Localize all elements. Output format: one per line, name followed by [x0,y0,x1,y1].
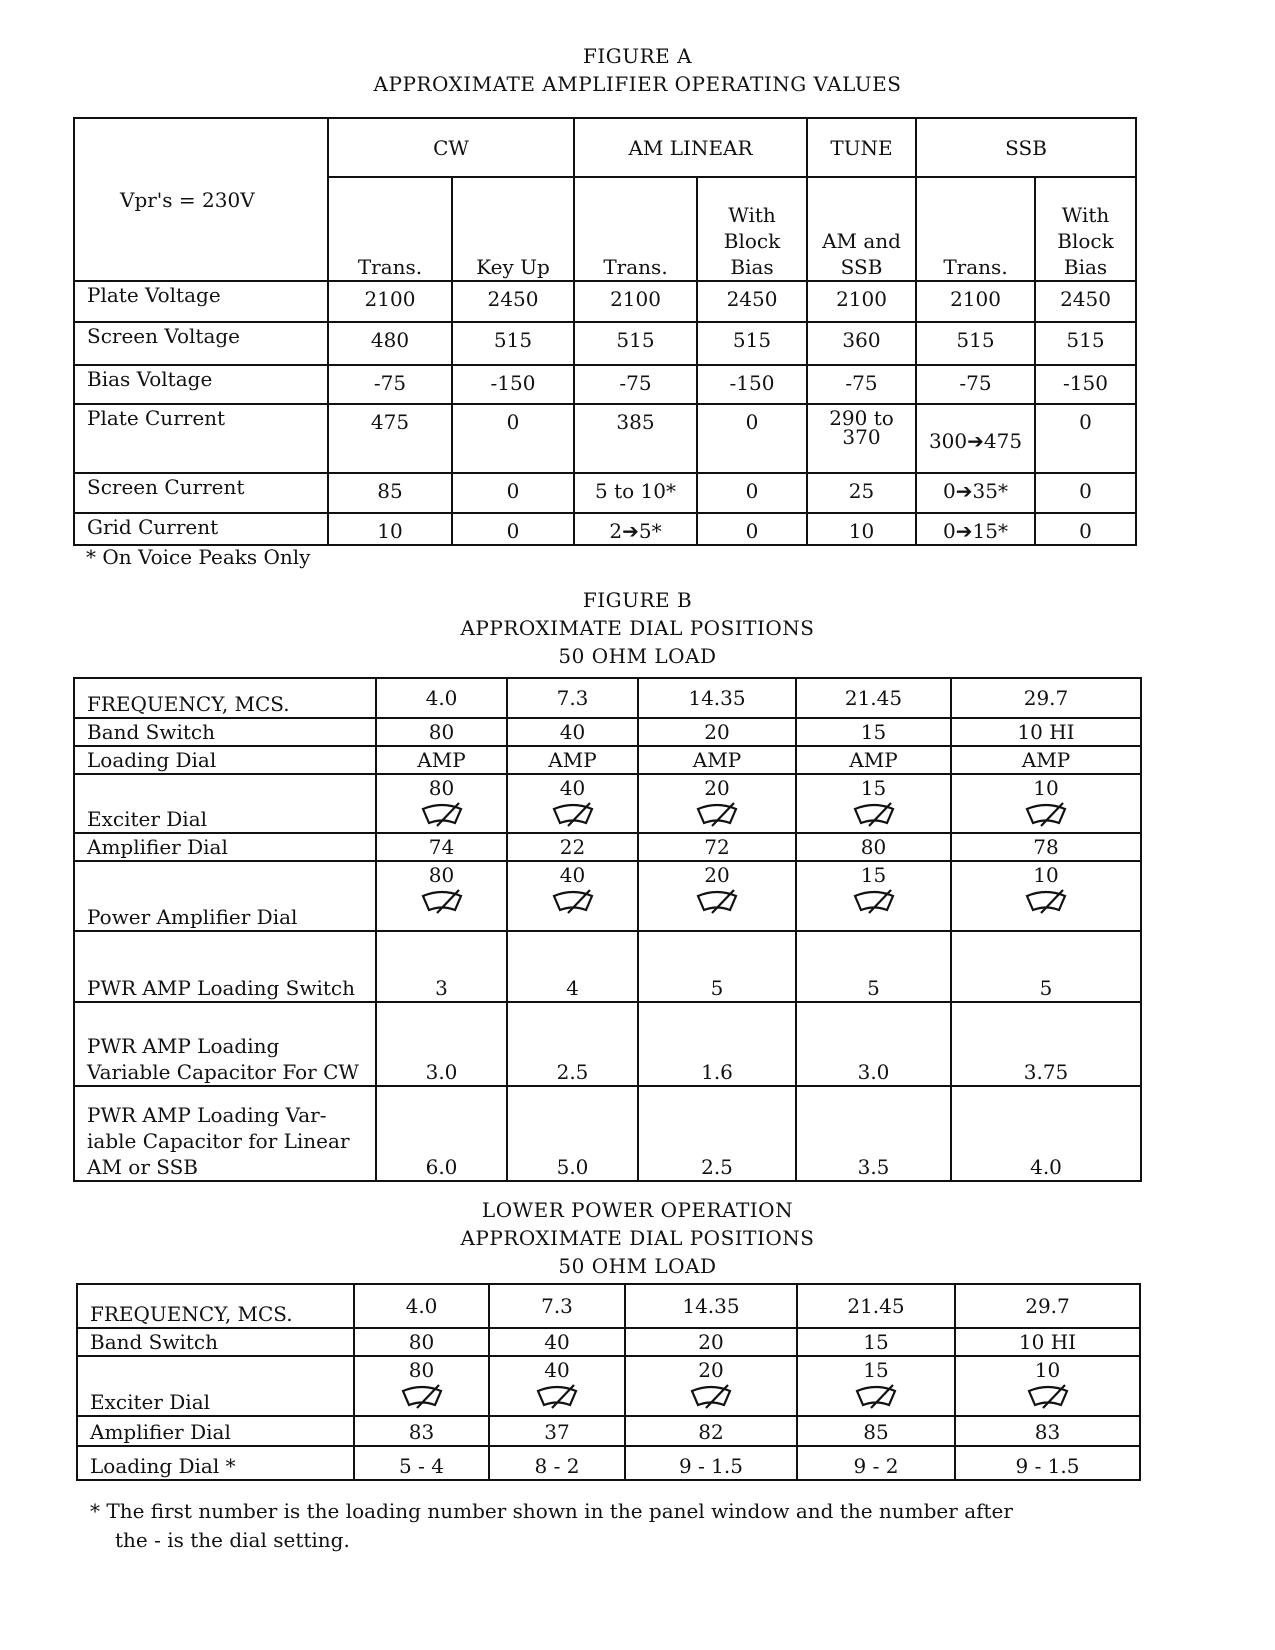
dial-value: 15 [860,776,887,800]
row-label: Exciter Dial [77,1356,354,1416]
cell-value [625,1356,797,1416]
cell-value: 480 [328,322,452,365]
row-label: Plate Current [74,404,328,473]
dial-value: 20 [704,863,730,887]
cell-value: 22 [507,833,638,861]
dial-icon [851,888,897,914]
cell-value: -150 [452,365,574,404]
cell-value: 2450 [697,281,807,322]
cell-value [796,774,951,833]
cell-value [376,861,507,931]
cell-value: 5 to 10* [574,473,697,513]
table-row [74,774,1141,833]
cell-value: 72 [638,833,796,861]
cell-value: 0➔35* [916,473,1035,513]
cell-value [955,1356,1140,1416]
dial-icon [550,801,596,827]
cell-value: 85 [797,1416,955,1446]
figure-b-load: 50 OHM LOAD [558,644,717,668]
dial-value: 80 [408,1358,435,1382]
figure-a-footnote: * On Voice Peaks Only [86,545,311,569]
lower-power-table [76,1283,1141,1481]
dial-value: 40 [559,776,586,800]
row-label: FREQUENCY, MCS. [74,678,376,718]
dial-icon [534,1383,580,1409]
table-row [74,718,1141,746]
row-label: FREQUENCY, MCS. [77,1284,354,1328]
cell-value: 80 [376,718,507,746]
cell-value: 4.0 [376,678,507,718]
table-row [74,365,1136,404]
cell-value: 2.5 [638,1086,796,1181]
cell-value: -150 [697,365,807,404]
dial-icon [1023,801,1069,827]
cell-value: AMP [796,746,951,774]
corner-label: Vpr's = 230V [74,118,328,281]
cell-value: 515 [452,322,574,365]
dial-value: 20 [698,1358,724,1382]
cell-value: 15 [796,718,951,746]
figure-c-load: 50 OHM LOAD [558,1254,717,1278]
dial-positions-table [73,677,1142,1182]
cell-value: 29.7 [951,678,1141,718]
cell-value: -75 [807,365,916,404]
group-header: TUNE [807,118,916,177]
row-label: Screen Voltage [74,322,328,365]
cell-value: -75 [328,365,452,404]
dial-icon [399,1383,445,1409]
table-row [74,1086,1141,1181]
cell-value: 0 [452,513,574,545]
cell-value: 360 [807,322,916,365]
cell-value: 37 [489,1416,625,1446]
group-header: CW [328,118,574,177]
cell-value: 2450 [1035,281,1136,322]
cell-value: 290 to 370 [807,404,916,473]
cell-value [354,1356,489,1416]
row-label: Grid Current [74,513,328,545]
table-row [74,746,1141,774]
figure-b-title: FIGURE B [582,588,693,612]
cell-value [489,1356,625,1416]
dial-icon [1025,1383,1071,1409]
row-label: PWR AMP Loading Var-iable Capacitor for Linear AM or SSB [74,1086,376,1181]
cell-value: 40 [489,1328,625,1356]
cell-value: 40 [507,718,638,746]
table-row [74,833,1141,861]
cell-value: AMP [507,746,638,774]
dial-icon [688,1383,734,1409]
cell-value: 4.0 [354,1284,489,1328]
cell-value: 0 [1035,513,1136,545]
group-header: AM LINEAR [574,118,807,177]
dial-icon [694,888,740,914]
cell-value: 10 HI [955,1328,1140,1356]
cell-value: 9 - 2 [797,1446,955,1480]
row-label: PWR AMP Loading Switch [74,931,376,1002]
cell-value: 2100 [807,281,916,322]
column-subheader: Key Up [452,177,574,281]
figure-c-footnote: * The first number is the loading number shown in the panel window and the number after [90,1499,1013,1523]
table-row [74,861,1141,931]
cell-value: 2100 [916,281,1035,322]
dial-value: 15 [860,863,887,887]
table-row [74,513,1136,545]
cell-value: 78 [951,833,1141,861]
cell-value: 20 [638,718,796,746]
dial-icon [694,801,740,827]
cell-value: 5.0 [507,1086,638,1181]
dial-value: 40 [544,1358,570,1382]
cell-value: 3.0 [376,1002,507,1086]
cell-value: 0➔15* [916,513,1035,545]
row-label: Band Switch [77,1328,354,1356]
operating-values-table [73,117,1137,546]
dial-value: 10 [1033,776,1059,800]
row-label: Amplifier Dial [74,833,376,861]
table-row [77,1416,1140,1446]
table-row [74,404,1136,473]
cell-value: 5 [796,931,951,1002]
figure-a-title: FIGURE A [582,44,693,68]
table-row [74,322,1136,365]
figure-a-subtitle: APPROXIMATE AMPLIFIER OPERATING VALUES [373,72,902,96]
cell-value: 300➔475 [916,404,1035,473]
row-label: Bias Voltage [74,365,328,404]
dial-value: 20 [704,776,730,800]
figure-c-footnote-cont: the - is the dial setting. [115,1528,350,1552]
cell-value: 0 [1035,404,1136,473]
cell-value: 5 [951,931,1141,1002]
cell-value [638,861,796,931]
cell-value: -75 [916,365,1035,404]
cell-value: 2450 [452,281,574,322]
cell-value: 10 [328,513,452,545]
cell-value: 82 [625,1416,797,1446]
cell-value: 83 [955,1416,1140,1446]
cell-value: 515 [1035,322,1136,365]
dial-value: 80 [428,776,455,800]
column-subheader: With Block Bias [1035,177,1136,281]
cell-value: 515 [574,322,697,365]
cell-value: 1.6 [638,1002,796,1086]
table-row [77,1356,1140,1416]
row-label: Power Amplifier Dial [74,861,376,931]
cell-value: 3.75 [951,1002,1141,1086]
cell-value: 2➔5* [574,513,697,545]
dial-icon [419,801,465,827]
cell-value: 515 [916,322,1035,365]
row-label: Loading Dial [74,746,376,774]
cell-value: AMP [951,746,1141,774]
cell-value: 6.0 [376,1086,507,1181]
dial-icon [853,1383,899,1409]
cell-value: 7.3 [489,1284,625,1328]
cell-value: 4.0 [951,1086,1141,1181]
cell-value: 5 - 4 [354,1446,489,1480]
cell-value: -150 [1035,365,1136,404]
column-subheader: Trans. [574,177,697,281]
cell-value [951,861,1141,931]
cell-value: 0 [452,473,574,513]
dial-icon [1023,888,1069,914]
cell-value: 29.7 [955,1284,1140,1328]
dial-value: 15 [863,1358,889,1382]
cell-value: 3.5 [796,1086,951,1181]
cell-value: 21.45 [796,678,951,718]
cell-value: 14.35 [625,1284,797,1328]
row-label: PWR AMP Loading Variable Capacitor For CW [74,1002,376,1086]
table-row [74,281,1136,322]
cell-value: 0 [697,473,807,513]
row-label: Band Switch [74,718,376,746]
cell-value: 9 - 1.5 [625,1446,797,1480]
table-row [74,473,1136,513]
row-label: Amplifier Dial [77,1416,354,1446]
dial-value: 10 [1033,863,1059,887]
figure-b-subtitle: APPROXIMATE DIAL POSITIONS [460,616,815,640]
cell-value: 5 [638,931,796,1002]
cell-value [638,774,796,833]
cell-value: 515 [697,322,807,365]
dial-icon [550,888,596,914]
table-row [74,1002,1141,1086]
dial-value: 10 [1034,1358,1061,1382]
dial-value: 40 [559,863,586,887]
cell-value: 80 [796,833,951,861]
row-label: Loading Dial * [77,1446,354,1480]
column-subheader: AM and SSB [807,177,916,281]
cell-value [797,1356,955,1416]
cell-value: 20 [625,1328,797,1356]
table-row [77,1328,1140,1356]
column-subheader: With Block Bias [697,177,807,281]
cell-value: 2100 [328,281,452,322]
cell-value: 4 [507,931,638,1002]
cell-value: 83 [354,1416,489,1446]
row-label: Exciter Dial [74,774,376,833]
column-subheader: Trans. [328,177,452,281]
cell-value: 0 [1035,473,1136,513]
row-label: Screen Current [74,473,328,513]
cell-value: 3 [376,931,507,1002]
dial-value: 80 [428,863,455,887]
cell-value: 8 - 2 [489,1446,625,1480]
cell-value [951,774,1141,833]
cell-value: 21.45 [797,1284,955,1328]
cell-value: 9 - 1.5 [955,1446,1140,1480]
table-row [74,678,1141,718]
cell-value [376,774,507,833]
cell-value: 10 HI [951,718,1141,746]
cell-value: 10 [807,513,916,545]
cell-value: 0 [697,404,807,473]
table-row [74,931,1141,1002]
cell-value: 74 [376,833,507,861]
cell-value: 0 [452,404,574,473]
cell-value: 15 [797,1328,955,1356]
cell-value [507,861,638,931]
cell-value: AMP [638,746,796,774]
cell-value [796,861,951,931]
cell-value: 7.3 [507,678,638,718]
cell-value: 85 [328,473,452,513]
cell-value: 25 [807,473,916,513]
cell-value: -75 [574,365,697,404]
cell-value: 475 [328,404,452,473]
cell-value: 80 [354,1328,489,1356]
figure-c-subtitle: APPROXIMATE DIAL POSITIONS [460,1226,815,1250]
cell-value: AMP [376,746,507,774]
column-subheader: Trans. [916,177,1035,281]
cell-value: 14.35 [638,678,796,718]
row-label: Plate Voltage [74,281,328,322]
table-row [77,1446,1140,1480]
group-header: SSB [916,118,1136,177]
dial-icon [851,801,897,827]
cell-value: 385 [574,404,697,473]
table-row [77,1284,1140,1328]
cell-value: 2.5 [507,1002,638,1086]
cell-value: 3.0 [796,1002,951,1086]
dial-icon [419,888,465,914]
cell-value [507,774,638,833]
cell-value: 2100 [574,281,697,322]
figure-c-title: LOWER POWER OPERATION [481,1198,794,1222]
cell-value: 0 [697,513,807,545]
